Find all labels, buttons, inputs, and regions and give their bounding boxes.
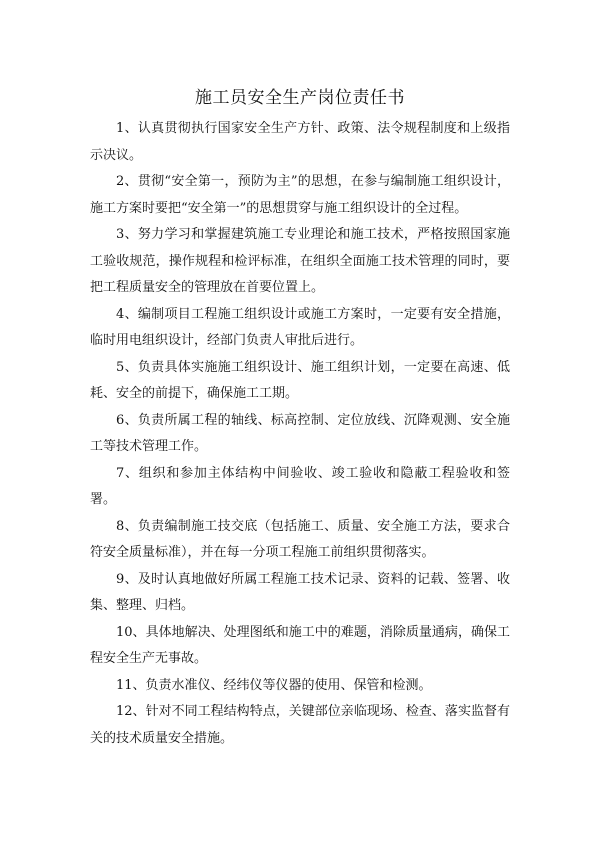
list-item: 10、具体地解决、处理图纸和施工中的难题，消除质量通病，确保工程安全生产无事故。 [90,624,510,666]
list-item: 8、负责编制施工技交底（包括施工、质量、安全施工方法，要求合符安全质量标准），并在每一分项工程施工前组织贯彻落实。 [90,518,510,560]
list-item: 12、针对不同工程结构特点，关键部位亲临现场、检查、落实监督有关的技术质量安全措施。 [90,704,510,746]
list-item: 3、努力学习和掌握建筑施工专业理论和施工技术，严格按照国家施工验收规范，操作规程和检评标准，在组织全面施工技术管理的同时，要把工程质量安全的管理放在首要位置上。 [90,227,510,295]
list-item: 4、编制项目工程施工组织设计或施工方案时，一定要有安全措施，临时用电组织设计，经部门负责人审批后进行。 [90,306,510,348]
responsibility-list [90,116,510,752]
list-item: 9、及时认真地做好所属工程施工技术记录、资料的记载、签署、收集、整理、归档。 [90,571,510,613]
list-item: 6、负责所属工程的轴线、标高控制、定位放线、沉降观测、安全施工等技术管理工作。 [90,412,510,454]
page-title: 施工员安全生产岗位责任书 [195,88,405,108]
list-item: 11、负责水准仪、经纬仪等仪器的使用、保管和检测。 [116,677,432,693]
list-item: 2、贯彻“安全第一，预防为主”的思想，在参与编制施工组织设计，施工方案时要把“安全第一”的思想贯穿与施工组织设计的全过程。 [90,174,510,216]
list-item: 7、组织和参加主体结构中间验收、竣工验收和隐蔽工程验收和签署。 [90,465,510,507]
list-item: 5、负责具体实施施工组织设计、施工组织计划，一定要在高速、低耗、安全的前提下，确保施工工期。 [90,359,510,401]
list-item: 1、认真贯彻执行国家安全生产方针、政策、法令规程制度和上级指示决议。 [90,121,510,163]
